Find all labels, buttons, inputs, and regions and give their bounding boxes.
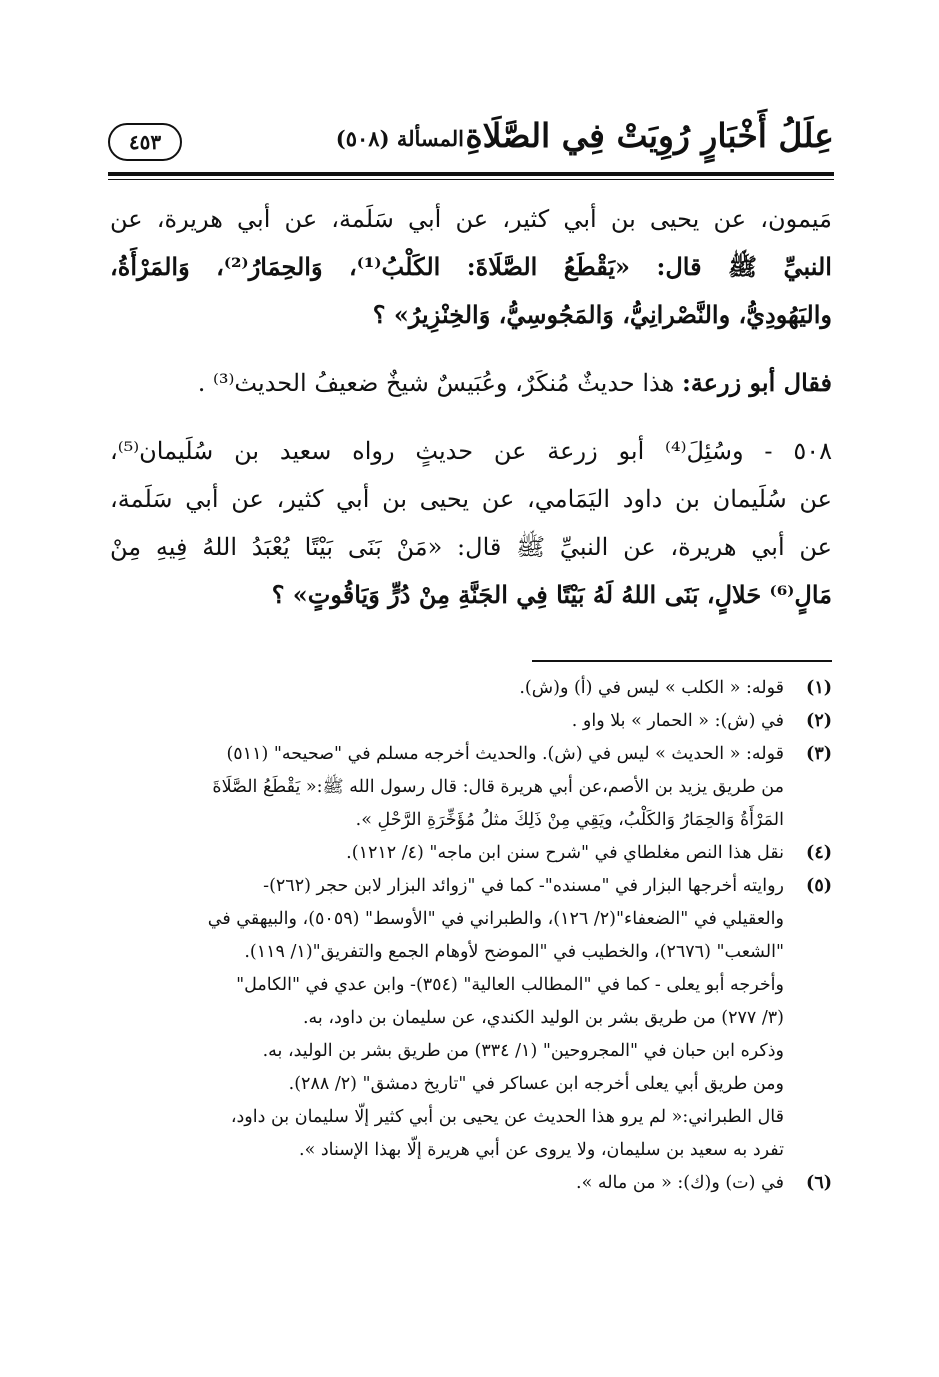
text-line: النبيِّ ﷺ قال: «يَقْطَعُ الصَّلَاةَ: الكَلْبُ⁽¹⁾، وَالحِمَارُ⁽²⁾، وَالمَرْأَةُ، <box>110 252 832 281</box>
text-line: عن سُلَيمان بن داود اليَمَامي، عن يحيى بن أبي كثير، عن أبي سَلَمة، <box>110 485 832 513</box>
running-header <box>108 108 834 170</box>
footnote-number: (٢) <box>806 711 832 731</box>
footnote-line: "الشعب" (٢٦٧٦)، والخطيب في "الموضح لأوهام الجمع والتفريق"(١/ ١١٩). <box>244 942 784 962</box>
footnote-number: (٣) <box>806 744 832 764</box>
text-line: ٥٠٨ - وسُئِلَ⁽⁴⁾ أبو زرعة عن حديثٍ رواه سعيد بن سُلَيمان⁽⁵⁾، <box>110 437 832 465</box>
text-fragment: هذا حديثٌ مُنكَرٌ، وعُبَيسٌ شيخٌ ضعيفُ الحديث⁽³⁾ . <box>197 369 675 397</box>
book-title: عِلَلُ أَخْبَارٍ رُوِيَتْ فِي الصَّلَاةِ <box>465 116 834 155</box>
text-line: واليَهُودِيُّ، والنَّصْرانِيُّ، وَالمَجُوسِيُّ، وَالخِنْزِيرُ» ؟ <box>372 300 832 329</box>
footnote-line: قال الطبراني:« لم يرو هذا الحديث عن يحيى بن أبي كثير إلّا سليمان بن داود، <box>230 1107 784 1127</box>
text-line <box>110 359 832 407</box>
footnote-number: (١) <box>806 678 832 698</box>
footnote-number: (٤) <box>806 843 832 863</box>
footnote <box>110 1167 832 1200</box>
footnote-line: من طريق يزيد بن الأصم،عن أبي هريرة قال: قال رسول الله ﷺ:« يَقْطَعُ الصَّلَاةَ <box>212 777 784 797</box>
footnote-line: (٣/ ٢٧٧) من طريق بشر بن الوليد الكندي، عن سليمان بن داود، به. <box>302 1008 784 1028</box>
footnote-line: وأخرجه أبو يعلى - كما في "المطالب العالية" (٣٥٤)- وابن عدي في "الكامل" <box>236 975 784 995</box>
header-rule <box>108 172 834 176</box>
footnote-line: قوله: « الكلب » ليس في (أ) و(ش). <box>519 678 784 698</box>
footnote-line: ومن طريق أبي يعلى أخرجه ابن عساكر في "تاريخ دمشق" (٢/ ٢٨٨). <box>288 1074 784 1094</box>
header-rule-thin <box>108 179 834 180</box>
footnote-line: والعقيلي في "الضعفاء"(٢/ ١٢٦)، والطبراني في "الأوسط" (٥٠٥٩)، والبيهقي في <box>207 909 784 929</box>
footnote <box>110 837 832 870</box>
text-line: عن أبي هريرة، عن النبيِّ ﷺ قال: «مَنْ بَنَى بَيْتًا يُعْبَدُ اللهُ فِيهِ مِنْ <box>110 533 832 561</box>
footnote-line: روايته أخرجها البزار في "مسنده"- كما في "زوائد البزار لابن حجر (٢٦٢)- <box>263 876 784 896</box>
footnote <box>110 870 832 1167</box>
text-line: مَيمون، عن يحيى بن أبي كثير، عن أبي سَلَمة، عن أبي هريرة، عن <box>110 205 832 233</box>
footnote-line: في (ش): « الحمار » بلا واو . <box>571 711 784 731</box>
text-line: مَالٍ⁽⁶⁾ حَلالٍ، بَنَى اللهُ لَهُ بَيْتًا فِي الجَنَّةِ مِنْ دُرٍّ وَيَاقُوتٍ» ؟ <box>271 580 832 609</box>
footnote <box>110 738 832 837</box>
footnote-number: (٥) <box>806 876 832 896</box>
footnote <box>110 705 832 738</box>
footnote-separator <box>532 660 832 662</box>
footnote-line: وذكره ابن حبان في "المجروحين" (١/ ٣٣٤) من طريق بشر بن الوليد، به. <box>262 1041 784 1061</box>
footnote-line: المَرْأَةُ وَالحِمَارُ وَالكَلْبُ، ويَقِي مِنْ ذَلِكَ مثلُ مُؤَخِّرَةِ الرَّحْلِ ». <box>355 810 784 830</box>
page-number: ٤٥٣ <box>108 123 182 161</box>
footnote-line: في (ت) و(ك): « من ماله ». <box>576 1173 784 1193</box>
issue-label: المسألة (٥٠٨) <box>335 126 464 151</box>
footnote-line: تفرد به سعيد بن سليمان، ولا يروى عن أبي هريرة إلّا بهذا الإسناد ». <box>299 1140 784 1160</box>
speaker-label: فقال أبو زرعة: <box>681 368 832 397</box>
footnote-number: (٦) <box>806 1173 832 1193</box>
main-text <box>110 195 832 619</box>
footnote-line: قوله: « الحديث » ليس في (ش). والحديث أخرجه مسلم في "صحيحه" (٥١١) <box>226 744 784 764</box>
footnote-line: نقل هذا النص مغلطاي في "شرح سنن ابن ماجه" (٤/ ١٢١٢). <box>346 843 784 863</box>
footnotes <box>110 672 832 1200</box>
footnote <box>110 672 832 705</box>
